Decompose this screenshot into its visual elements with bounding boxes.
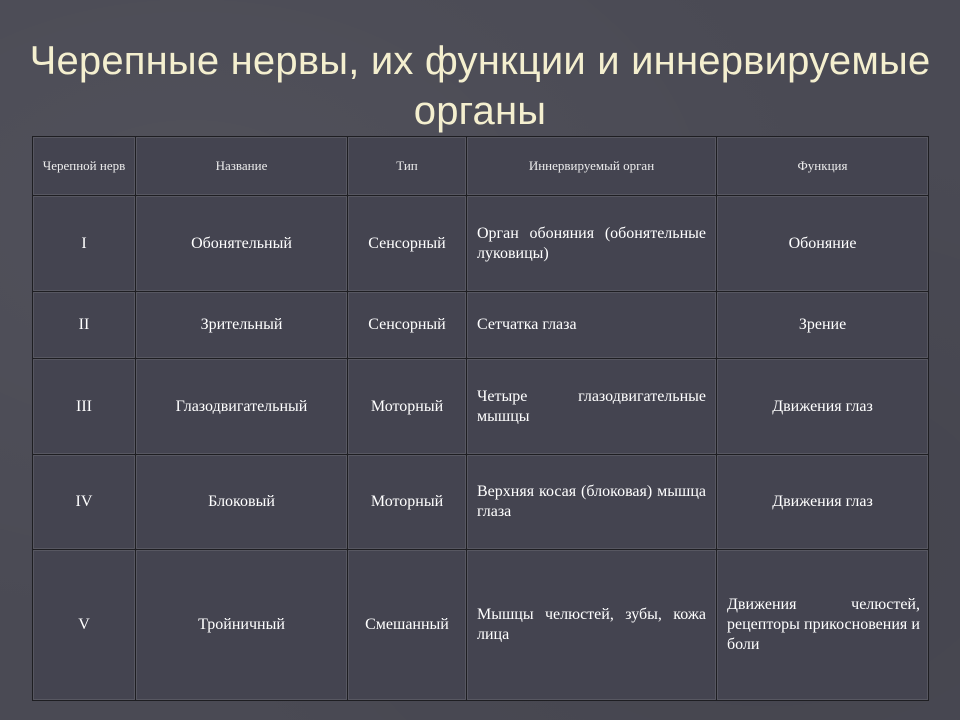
- function-cell: Обоняние: [717, 196, 929, 292]
- table-header-row: [33, 137, 929, 196]
- nerve-type-cell: Моторный: [348, 455, 467, 550]
- nerve-number-cell: II: [33, 292, 136, 359]
- slide-title-line-2: органы: [413, 89, 547, 133]
- function-cell: Движения челюстей, рецепторы прикосновения и боли: [717, 550, 929, 701]
- innervated-organ-cell: Четыре глазодвигательные мышцы: [467, 359, 717, 455]
- cranial-nerves-table: [32, 136, 929, 701]
- nerve-number-cell: IV: [33, 455, 136, 550]
- nerve-number-cell: III: [33, 359, 136, 455]
- table-row: [33, 550, 929, 701]
- nerve-type-cell: Сенсорный: [348, 196, 467, 292]
- innervated-organ-cell: Сетчатка глаза: [467, 292, 717, 359]
- function-cell: Зрение: [717, 292, 929, 359]
- slide-title-line-1: Черепные нервы, их функции и иннервируемые: [29, 39, 931, 83]
- slide-title: [0, 36, 960, 136]
- table-row: [33, 455, 929, 550]
- function-cell: Движения глаз: [717, 359, 929, 455]
- header-type: Тип: [348, 137, 467, 196]
- nerve-type-cell: Моторный: [348, 359, 467, 455]
- table-row: [33, 196, 929, 292]
- innervated-organ-cell: Орган обоняния (обонятельные луковицы): [467, 196, 717, 292]
- nerve-type-cell: Смешанный: [348, 550, 467, 701]
- nerve-type-cell: Сенсорный: [348, 292, 467, 359]
- nerve-name-cell: Тройничный: [136, 550, 348, 701]
- header-name: Название: [136, 137, 348, 196]
- innervated-organ-cell: Мышцы челюстей, зубы, кожа лица: [467, 550, 717, 701]
- nerve-name-cell: Обонятельный: [136, 196, 348, 292]
- header-nerve: Черепной нерв: [33, 137, 136, 196]
- nerve-number-cell: V: [33, 550, 136, 701]
- header-organ: Иннервируемый орган: [467, 137, 717, 196]
- nerve-number-cell: I: [33, 196, 136, 292]
- innervated-organ-cell: Верхняя косая (блоковая) мышца глаза: [467, 455, 717, 550]
- nerve-name-cell: Глазодвигательный: [136, 359, 348, 455]
- table-row: [33, 292, 929, 359]
- nerve-name-cell: Блоковый: [136, 455, 348, 550]
- nerve-name-cell: Зрительный: [136, 292, 348, 359]
- table-row: [33, 359, 929, 455]
- header-function: Функция: [717, 137, 929, 196]
- function-cell: Движения глаз: [717, 455, 929, 550]
